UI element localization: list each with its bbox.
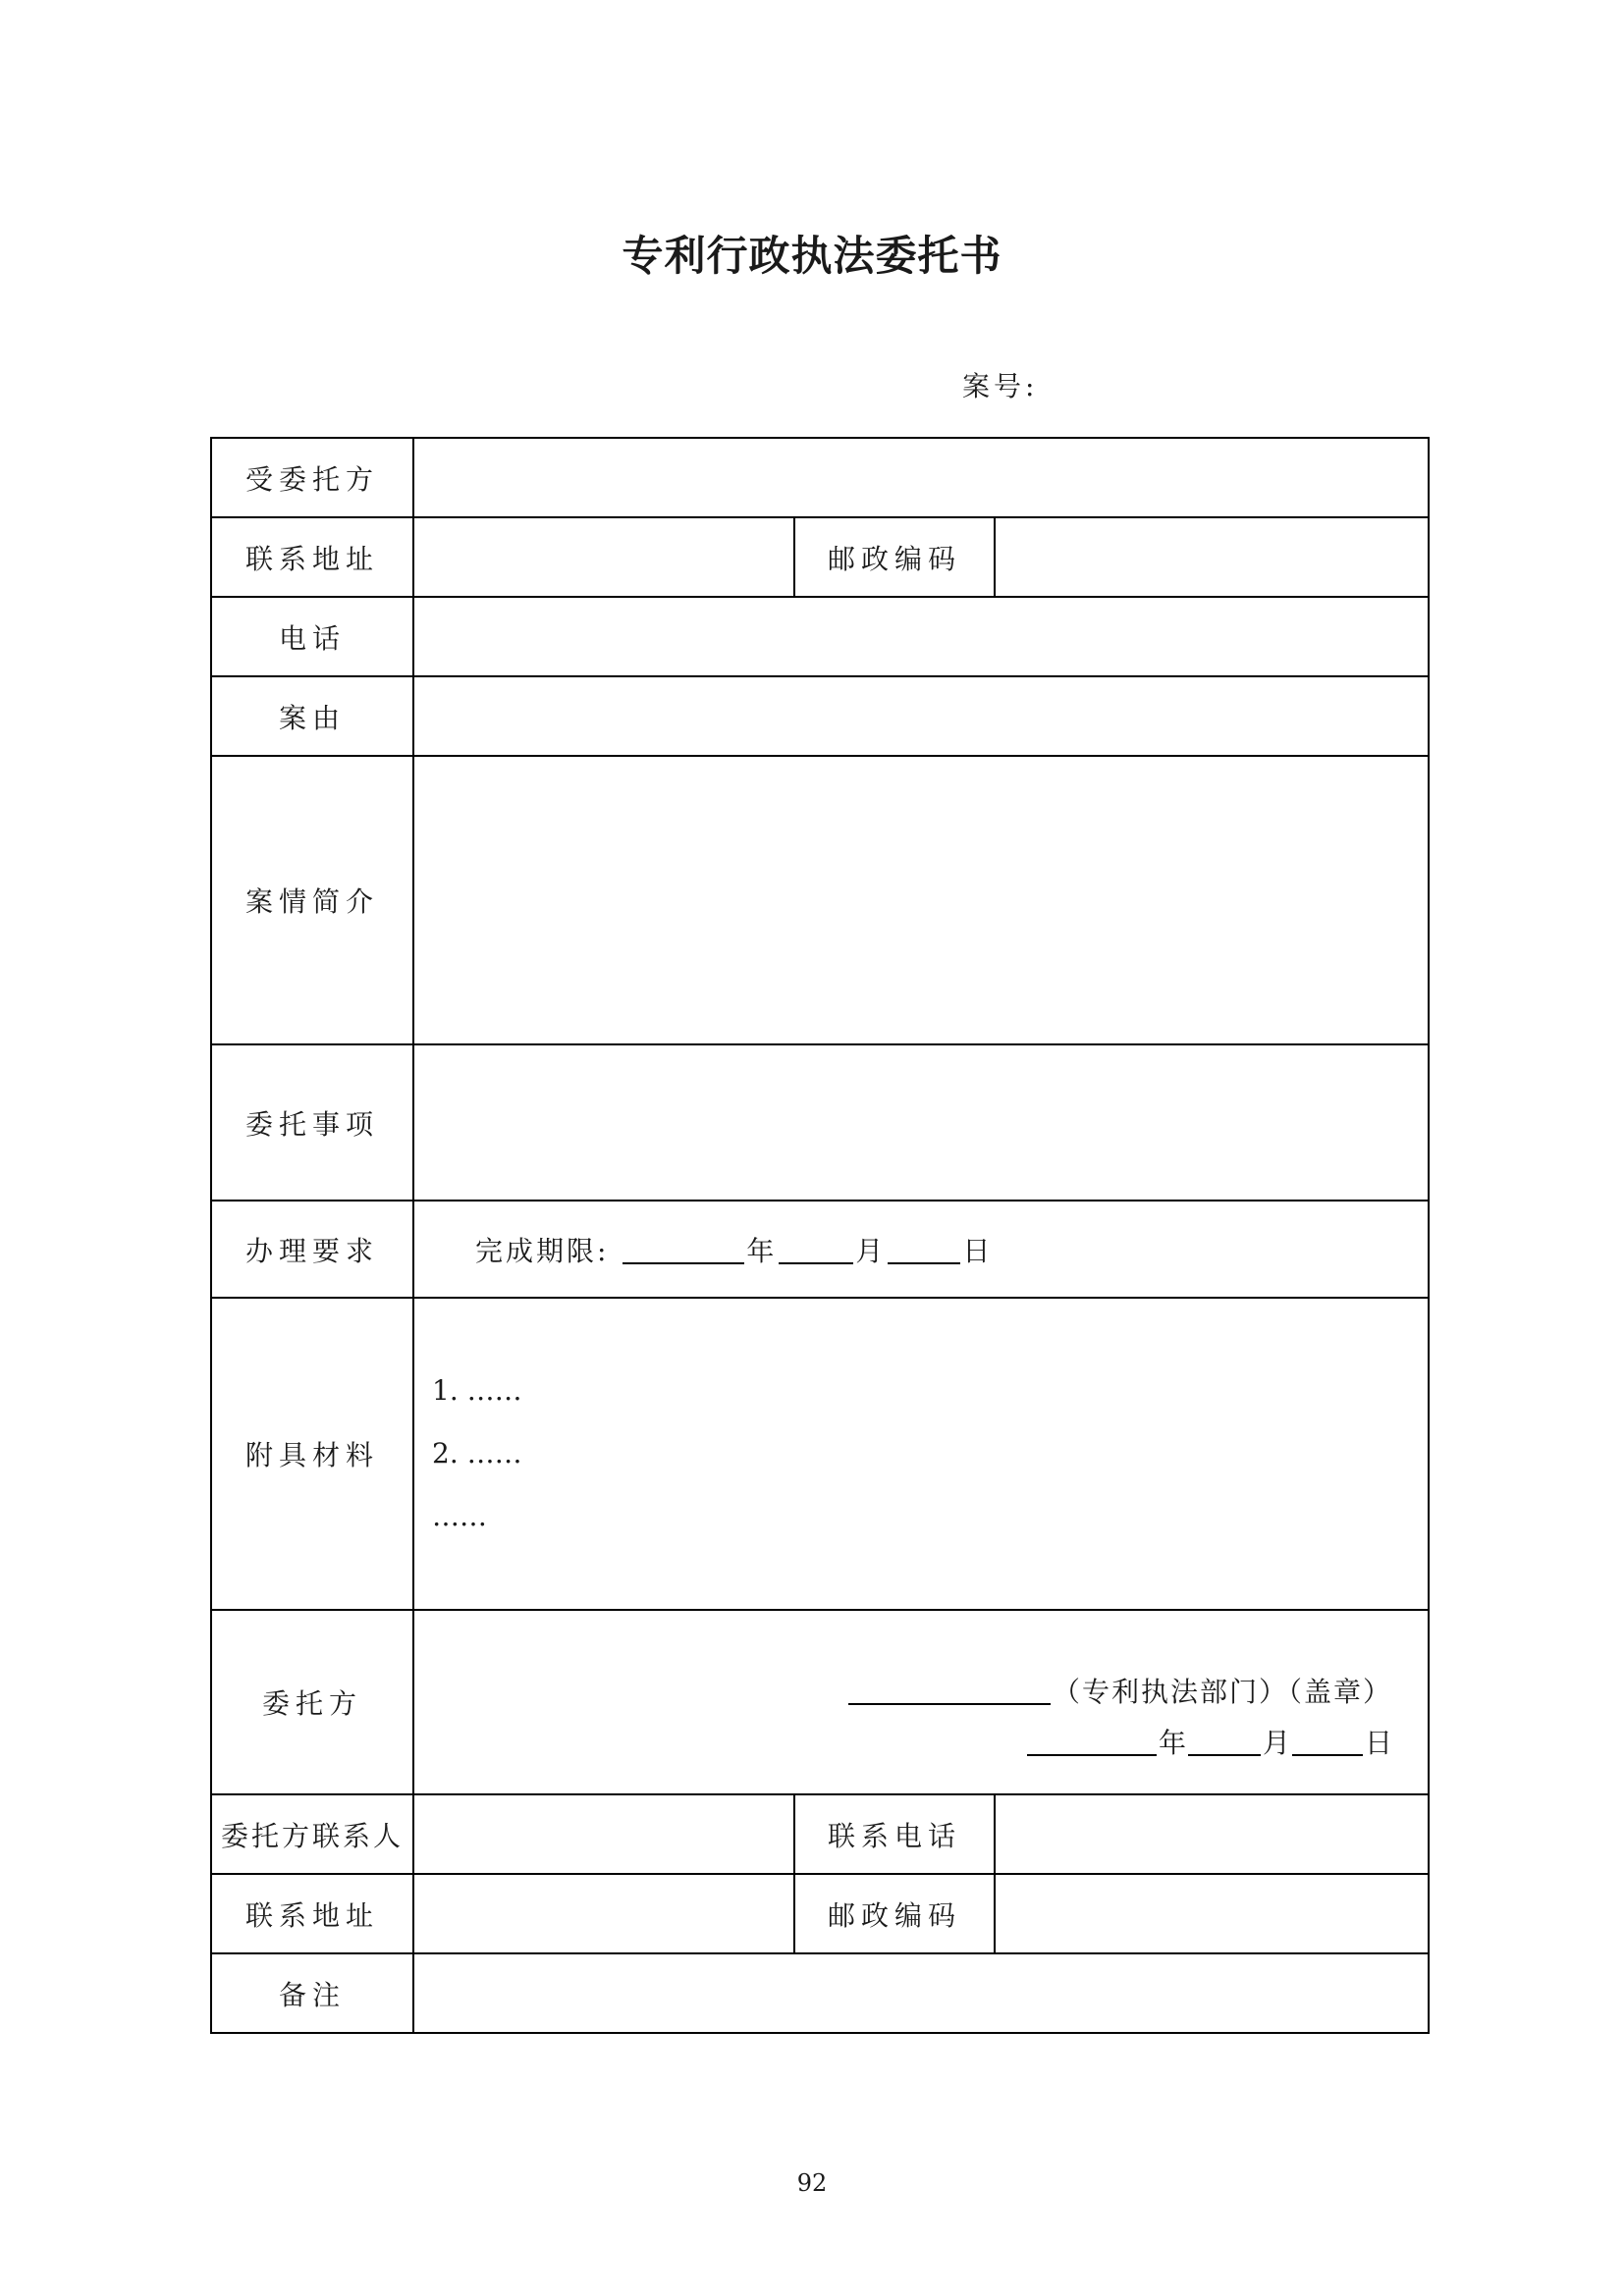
label-remarks: 备注 (211, 1953, 413, 2033)
field-entrusted-matters[interactable] (413, 1044, 1429, 1201)
field-entrusted-party[interactable] (413, 438, 1429, 517)
row-contact-address-2 (211, 1874, 1429, 1953)
deadline-month-label: 月 (855, 1234, 887, 1267)
label-phone: 电话 (211, 597, 413, 676)
sign-day-label: 日 (1365, 1727, 1393, 1759)
sign-day-blank[interactable] (1292, 1727, 1363, 1756)
deadline-year-blank[interactable] (623, 1235, 744, 1264)
label-entrusted-matters: 委托事项 (211, 1044, 413, 1201)
field-phone[interactable] (413, 597, 1429, 676)
label-postal-code: 邮政编码 (794, 517, 995, 597)
label-contact-phone: 联系电话 (794, 1794, 995, 1874)
field-entrusting-contact[interactable] (413, 1794, 794, 1874)
row-entrusting-party (211, 1610, 1429, 1794)
row-remarks (211, 1953, 1429, 2033)
sign-month-label: 月 (1263, 1727, 1291, 1759)
label-entrusting-contact: 委托方联系人 (211, 1794, 413, 1874)
row-attachments (211, 1298, 1429, 1610)
page-number: 92 (796, 2169, 828, 2197)
row-contact-address (211, 517, 1429, 597)
label-contact-address-2: 联系地址 (211, 1874, 413, 1953)
field-case-summary[interactable] (413, 756, 1429, 1044)
sign-year-blank[interactable] (1027, 1727, 1157, 1756)
row-case-summary (211, 756, 1429, 1044)
row-case-cause (211, 676, 1429, 756)
dept-seal-note: （专利执法部门）（盖章） (1053, 1676, 1393, 1708)
field-contact-phone[interactable] (995, 1794, 1429, 1874)
deadline-month-blank[interactable] (779, 1235, 853, 1264)
row-entrusted-party (211, 438, 1429, 517)
sign-month-blank[interactable] (1188, 1727, 1261, 1756)
dept-name-blank[interactable] (848, 1676, 1051, 1705)
deadline-label: 完成期限: (475, 1234, 610, 1267)
label-entrusted-party: 受委托方 (211, 438, 413, 517)
field-contact-address-2[interactable] (413, 1874, 794, 1953)
attachment-item: 2. …… (432, 1437, 522, 1469)
document-title: 专利行政执法委托书 (622, 232, 1002, 280)
attachment-item: …… (432, 1500, 487, 1532)
deadline-day-blank[interactable] (888, 1235, 960, 1264)
label-attachments: 附具材料 (211, 1298, 413, 1610)
row-entrusted-matters (211, 1044, 1429, 1201)
case-number-label: 案号: (962, 370, 1039, 402)
field-postal-code-2[interactable] (995, 1874, 1429, 1953)
label-handling-requirements: 办理要求 (211, 1201, 413, 1298)
field-postal-code[interactable] (995, 517, 1429, 597)
field-case-cause[interactable] (413, 676, 1429, 756)
label-contact-address: 联系地址 (211, 517, 413, 597)
attachment-item: 1. …… (432, 1374, 522, 1407)
row-handling-requirements (211, 1201, 1429, 1298)
field-attachments[interactable] (413, 1298, 1429, 1610)
deadline-year-label: 年 (746, 1234, 778, 1267)
label-postal-code-2: 邮政编码 (794, 1874, 995, 1953)
label-case-cause: 案由 (211, 676, 413, 756)
field-deadline (413, 1201, 1429, 1298)
label-case-summary: 案情简介 (211, 756, 413, 1044)
field-remarks[interactable] (413, 1953, 1429, 2033)
entrustment-form-table (210, 437, 1430, 2034)
row-entrusting-contact (211, 1794, 1429, 1874)
field-entrusting-party (413, 1610, 1429, 1794)
sign-year-label: 年 (1158, 1727, 1186, 1759)
row-phone (211, 597, 1429, 676)
deadline-day-label: 日 (962, 1234, 994, 1267)
label-entrusting-party: 委托方 (211, 1610, 413, 1794)
field-contact-address[interactable] (413, 517, 794, 597)
